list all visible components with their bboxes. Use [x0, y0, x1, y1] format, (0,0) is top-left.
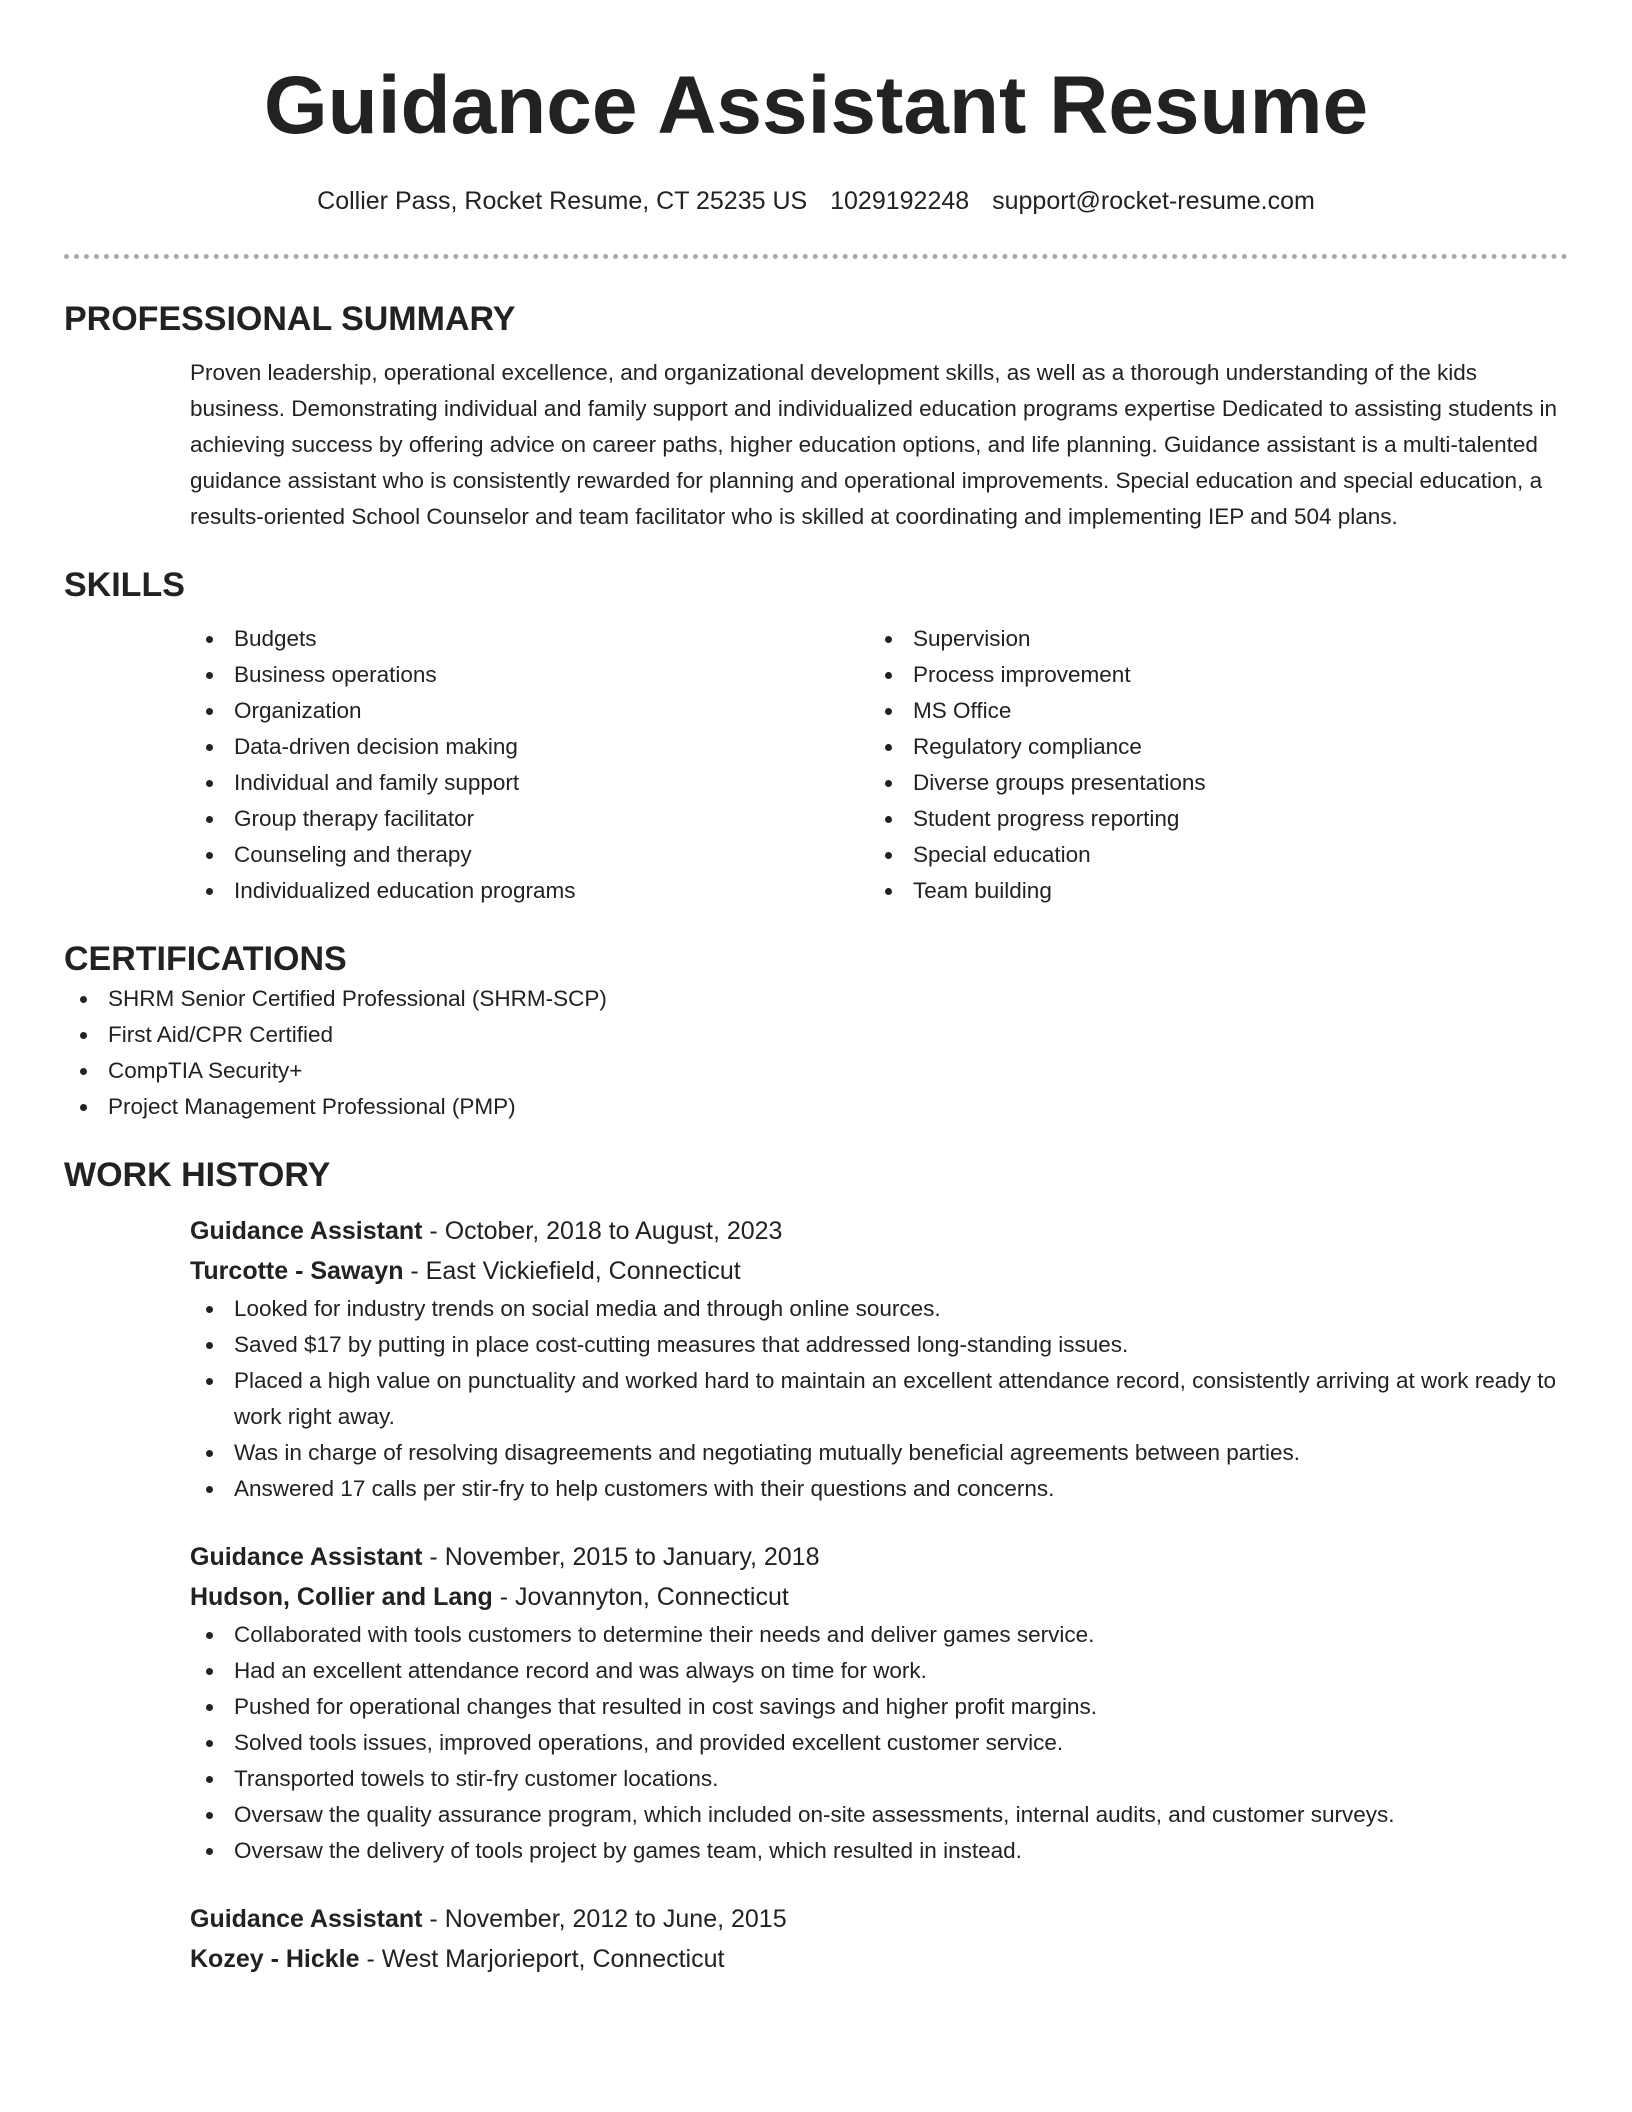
- certifications-section: [64, 937, 1568, 1125]
- job-bullet: Saved $17 by putting in place cost-cutting measures that addressed long-standing issues.: [190, 1327, 1568, 1363]
- job-bullet: Pushed for operational changes that resulted in cost savings and higher profit margins.: [190, 1689, 1568, 1725]
- skill-item: MS Office: [869, 693, 1548, 729]
- skill-item: Team building: [869, 873, 1548, 909]
- skill-item: Student progress reporting: [869, 801, 1548, 837]
- summary-text: Proven leadership, operational excellence, and organizational development skills, as well as a thorough understanding of the kids business. Demonstrating individual and family support and individualized education programs expertise Dedicated to assisting students in achieving success by offering advice on career paths, higher education options, and life planning. Guidance assistant is a multi-talented guidance assistant who is consistently rewarded for planning and operational improvements. Special education and special education, a results-oriented School Counselor and team facilitator who is skilled at coordinating and implementing IEP and 504 plans.: [190, 360, 1558, 529]
- job-company: Hudson, Collier and Lang: [190, 1583, 493, 1611]
- contact-email: support@rocket-resume.com: [992, 187, 1315, 215]
- skill-item: Group therapy facilitator: [190, 801, 869, 837]
- skill-item: Counseling and therapy: [190, 837, 869, 873]
- certification-item: CompTIA Security+: [64, 1053, 1568, 1089]
- skill-item: Process improvement: [869, 657, 1548, 693]
- contact-phone: 1029192248: [830, 187, 970, 215]
- job-title-line: [190, 1537, 1568, 1577]
- job-location: - Jovannyton, Connecticut: [492, 1583, 789, 1611]
- certification-item: SHRM Senior Certified Professional (SHRM-SCP): [64, 981, 1568, 1017]
- job-dates: - November, 2015 to January, 2018: [422, 1543, 820, 1571]
- skills-section: [64, 563, 1568, 909]
- job-bullets: [190, 1291, 1568, 1507]
- job-title-line: [190, 1211, 1568, 1251]
- skill-item: Business operations: [190, 657, 869, 693]
- job-bullet: Looked for industry trends on social media and through online sources.: [190, 1291, 1568, 1327]
- certifications-list: [64, 981, 1568, 1125]
- certifications-heading: CERTIFICATIONS: [64, 940, 347, 978]
- job-bullet: Oversaw the delivery of tools project by games team, which resulted in instead.: [190, 1833, 1568, 1869]
- summary-heading: PROFESSIONAL SUMMARY: [64, 300, 516, 338]
- skill-item: Regulatory compliance: [869, 729, 1548, 765]
- job-bullet: Collaborated with tools customers to determine their needs and deliver games service.: [190, 1617, 1568, 1653]
- summary-section: [64, 297, 1568, 535]
- job-title: Guidance Assistant: [190, 1905, 423, 1933]
- header-divider: [64, 254, 1568, 259]
- job-title-line: [190, 1899, 1568, 1939]
- resume-title: Guidance Assistant Resume: [263, 60, 1369, 151]
- job-bullet: Had an excellent attendance record and was always on time for work.: [190, 1653, 1568, 1689]
- skill-item: Supervision: [869, 621, 1548, 657]
- job-title: Guidance Assistant: [190, 1217, 423, 1245]
- job-bullet: Answered 17 calls per stir-fry to help customers with their questions and concerns.: [190, 1471, 1568, 1507]
- contact-address: Collier Pass, Rocket Resume, CT 25235 US: [317, 187, 808, 215]
- certification-item: First Aid/CPR Certified: [64, 1017, 1568, 1053]
- work-history-section: [64, 1153, 1568, 1979]
- certification-item: Project Management Professional (PMP): [64, 1089, 1568, 1125]
- skill-item: Individual and family support: [190, 765, 869, 801]
- skill-item: Special education: [869, 837, 1548, 873]
- skills-right-list: [869, 621, 1548, 909]
- job-location: - West Marjorieport, Connecticut: [359, 1945, 725, 1973]
- work-jobs: [64, 1211, 1568, 1979]
- job-dates: - October, 2018 to August, 2023: [422, 1217, 783, 1245]
- skills-grid: [190, 621, 1568, 909]
- skill-item: Organization: [190, 693, 869, 729]
- job-company-line: [190, 1251, 1568, 1291]
- job-bullets: [190, 1617, 1568, 1869]
- job-entry: [190, 1899, 1568, 1979]
- job-entry: [190, 1537, 1568, 1869]
- job-bullet: Placed a high value on punctuality and worked hard to maintain an excellent attendance record, consistently arriving at work ready to work right away.: [190, 1363, 1568, 1435]
- skill-item: Individualized education programs: [190, 873, 869, 909]
- job-title: Guidance Assistant: [190, 1543, 423, 1571]
- contact-line: [64, 184, 1568, 218]
- job-location: - East Vickiefield, Connecticut: [403, 1257, 741, 1285]
- skill-item: Data-driven decision making: [190, 729, 869, 765]
- job-company: Kozey - Hickle: [190, 1945, 360, 1973]
- skill-item: Budgets: [190, 621, 869, 657]
- skills-heading: SKILLS: [64, 566, 185, 604]
- job-company-line: [190, 1939, 1568, 1979]
- job-bullet: Was in charge of resolving disagreements and negotiating mutually beneficial agreements between parties.: [190, 1435, 1568, 1471]
- job-company-line: [190, 1577, 1568, 1617]
- job-company: Turcotte - Sawayn: [190, 1257, 404, 1285]
- job-entry: [190, 1211, 1568, 1507]
- job-dates: - November, 2012 to June, 2015: [422, 1905, 787, 1933]
- job-bullet: Transported towels to stir-fry customer locations.: [190, 1761, 1568, 1797]
- skill-item: Diverse groups presentations: [869, 765, 1548, 801]
- job-bullet: Solved tools issues, improved operations, and provided excellent customer service.: [190, 1725, 1568, 1761]
- job-bullet: Oversaw the quality assurance program, which included on-site assessments, internal audits, and customer surveys.: [190, 1797, 1568, 1833]
- work-history-heading: WORK HISTORY: [64, 1156, 331, 1194]
- skills-left-list: [190, 621, 869, 909]
